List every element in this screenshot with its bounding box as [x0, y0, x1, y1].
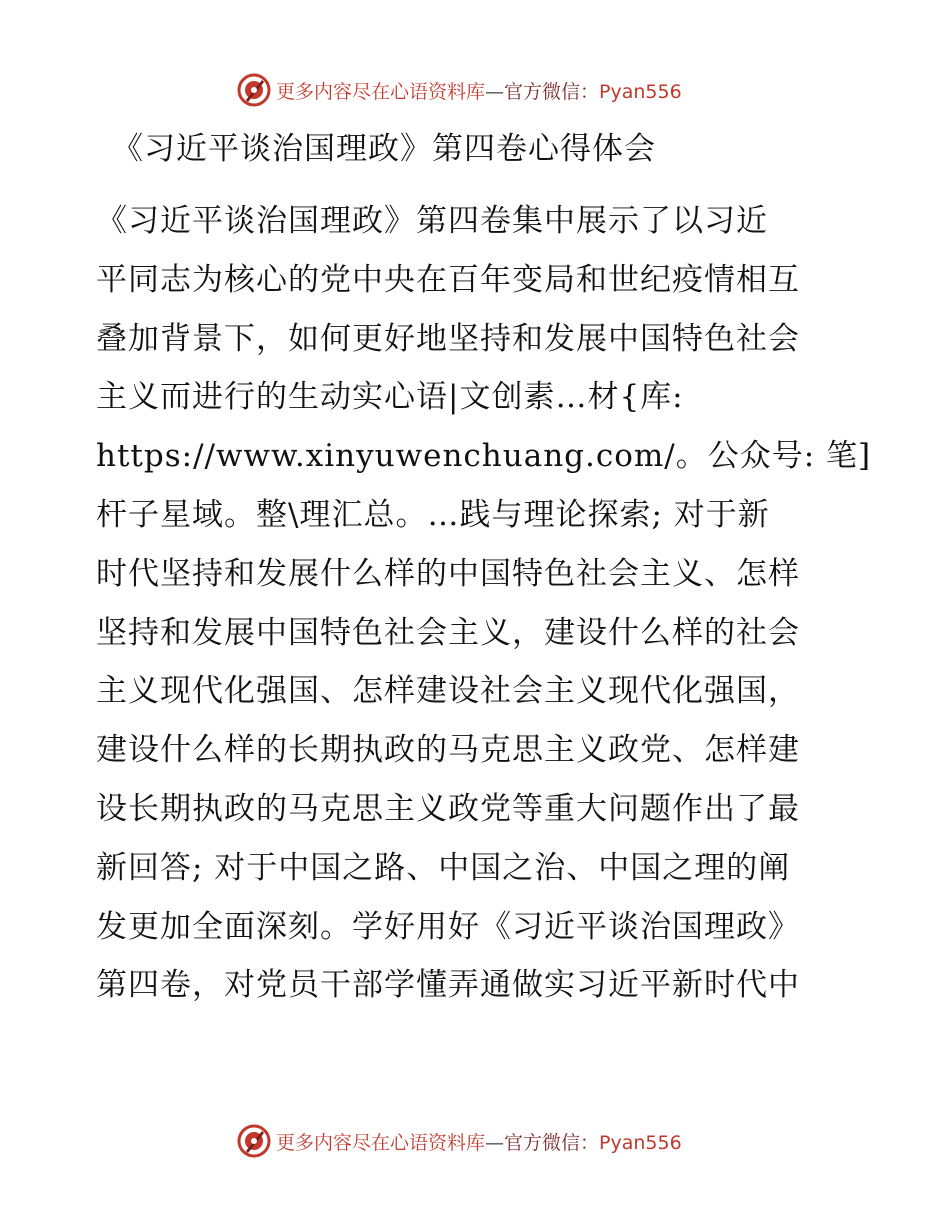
body-line: 建设什么样的长期执政的马克思主义政党、怎样建 — [96, 732, 800, 769]
body-line: 平同志为核心的党中央在百年变局和世纪疫情相互 — [96, 261, 800, 298]
wechat-label: 官方微信： — [504, 1131, 600, 1154]
body-line-url: https://www.xinyuwenchuang.com/。公众号: 笔] — [96, 438, 872, 475]
body-line: 发更加全面深刻。学好用好《习近平谈治国理政》 — [96, 908, 800, 945]
document-title: 《习近平谈治国理政》第四卷心得体会 — [112, 131, 656, 167]
quill-circle-logo-icon — [236, 1123, 272, 1159]
body-line: 时代坚持和发展什么样的中国特色社会主义、怎样 — [96, 555, 800, 592]
body-line: 设长期执政的马克思主义政党等重大问题作出了最 — [96, 790, 800, 827]
header-banner — [236, 70, 682, 110]
body-line: 新回答; 对于中国之路、中国之治、中国之理的阐 — [96, 849, 791, 886]
footer-banner — [236, 1121, 682, 1161]
header-banner-text — [276, 77, 682, 104]
promo-text: 更多内容尽在心语资料库 — [276, 1131, 486, 1154]
promo-text: 更多内容尽在心语资料库 — [276, 80, 486, 103]
body-line: 主义现代化强国、怎样建设社会主义现代化强国， — [96, 673, 800, 710]
banner-separator: — — [485, 80, 505, 103]
body-line: 第四卷，对党员干部学懂弄通做实习近平新时代中 — [96, 967, 800, 1004]
wechat-id: Pyan556 — [599, 1131, 682, 1154]
quill-circle-logo-icon — [236, 72, 272, 108]
body-line: 《习近平谈治国理政》第四卷集中展示了以习近 — [96, 203, 768, 239]
wechat-label: 官方微信： — [504, 80, 600, 103]
body-line: 主义而进行的生动实心语|文创素…材{库: — [96, 379, 684, 416]
banner-separator: — — [485, 1131, 505, 1154]
body-line: 坚持和发展中国特色社会主义，建设什么样的社会 — [96, 614, 800, 651]
body-line: 杆子星域。整\理汇总。…践与理论探索; 对于新 — [96, 496, 770, 533]
document-body — [96, 197, 872, 1020]
footer-banner-text — [276, 1128, 682, 1155]
wechat-id: Pyan556 — [599, 80, 682, 103]
body-line: 叠加背景下，如何更好地坚持和发展中国特色社会 — [96, 320, 800, 357]
